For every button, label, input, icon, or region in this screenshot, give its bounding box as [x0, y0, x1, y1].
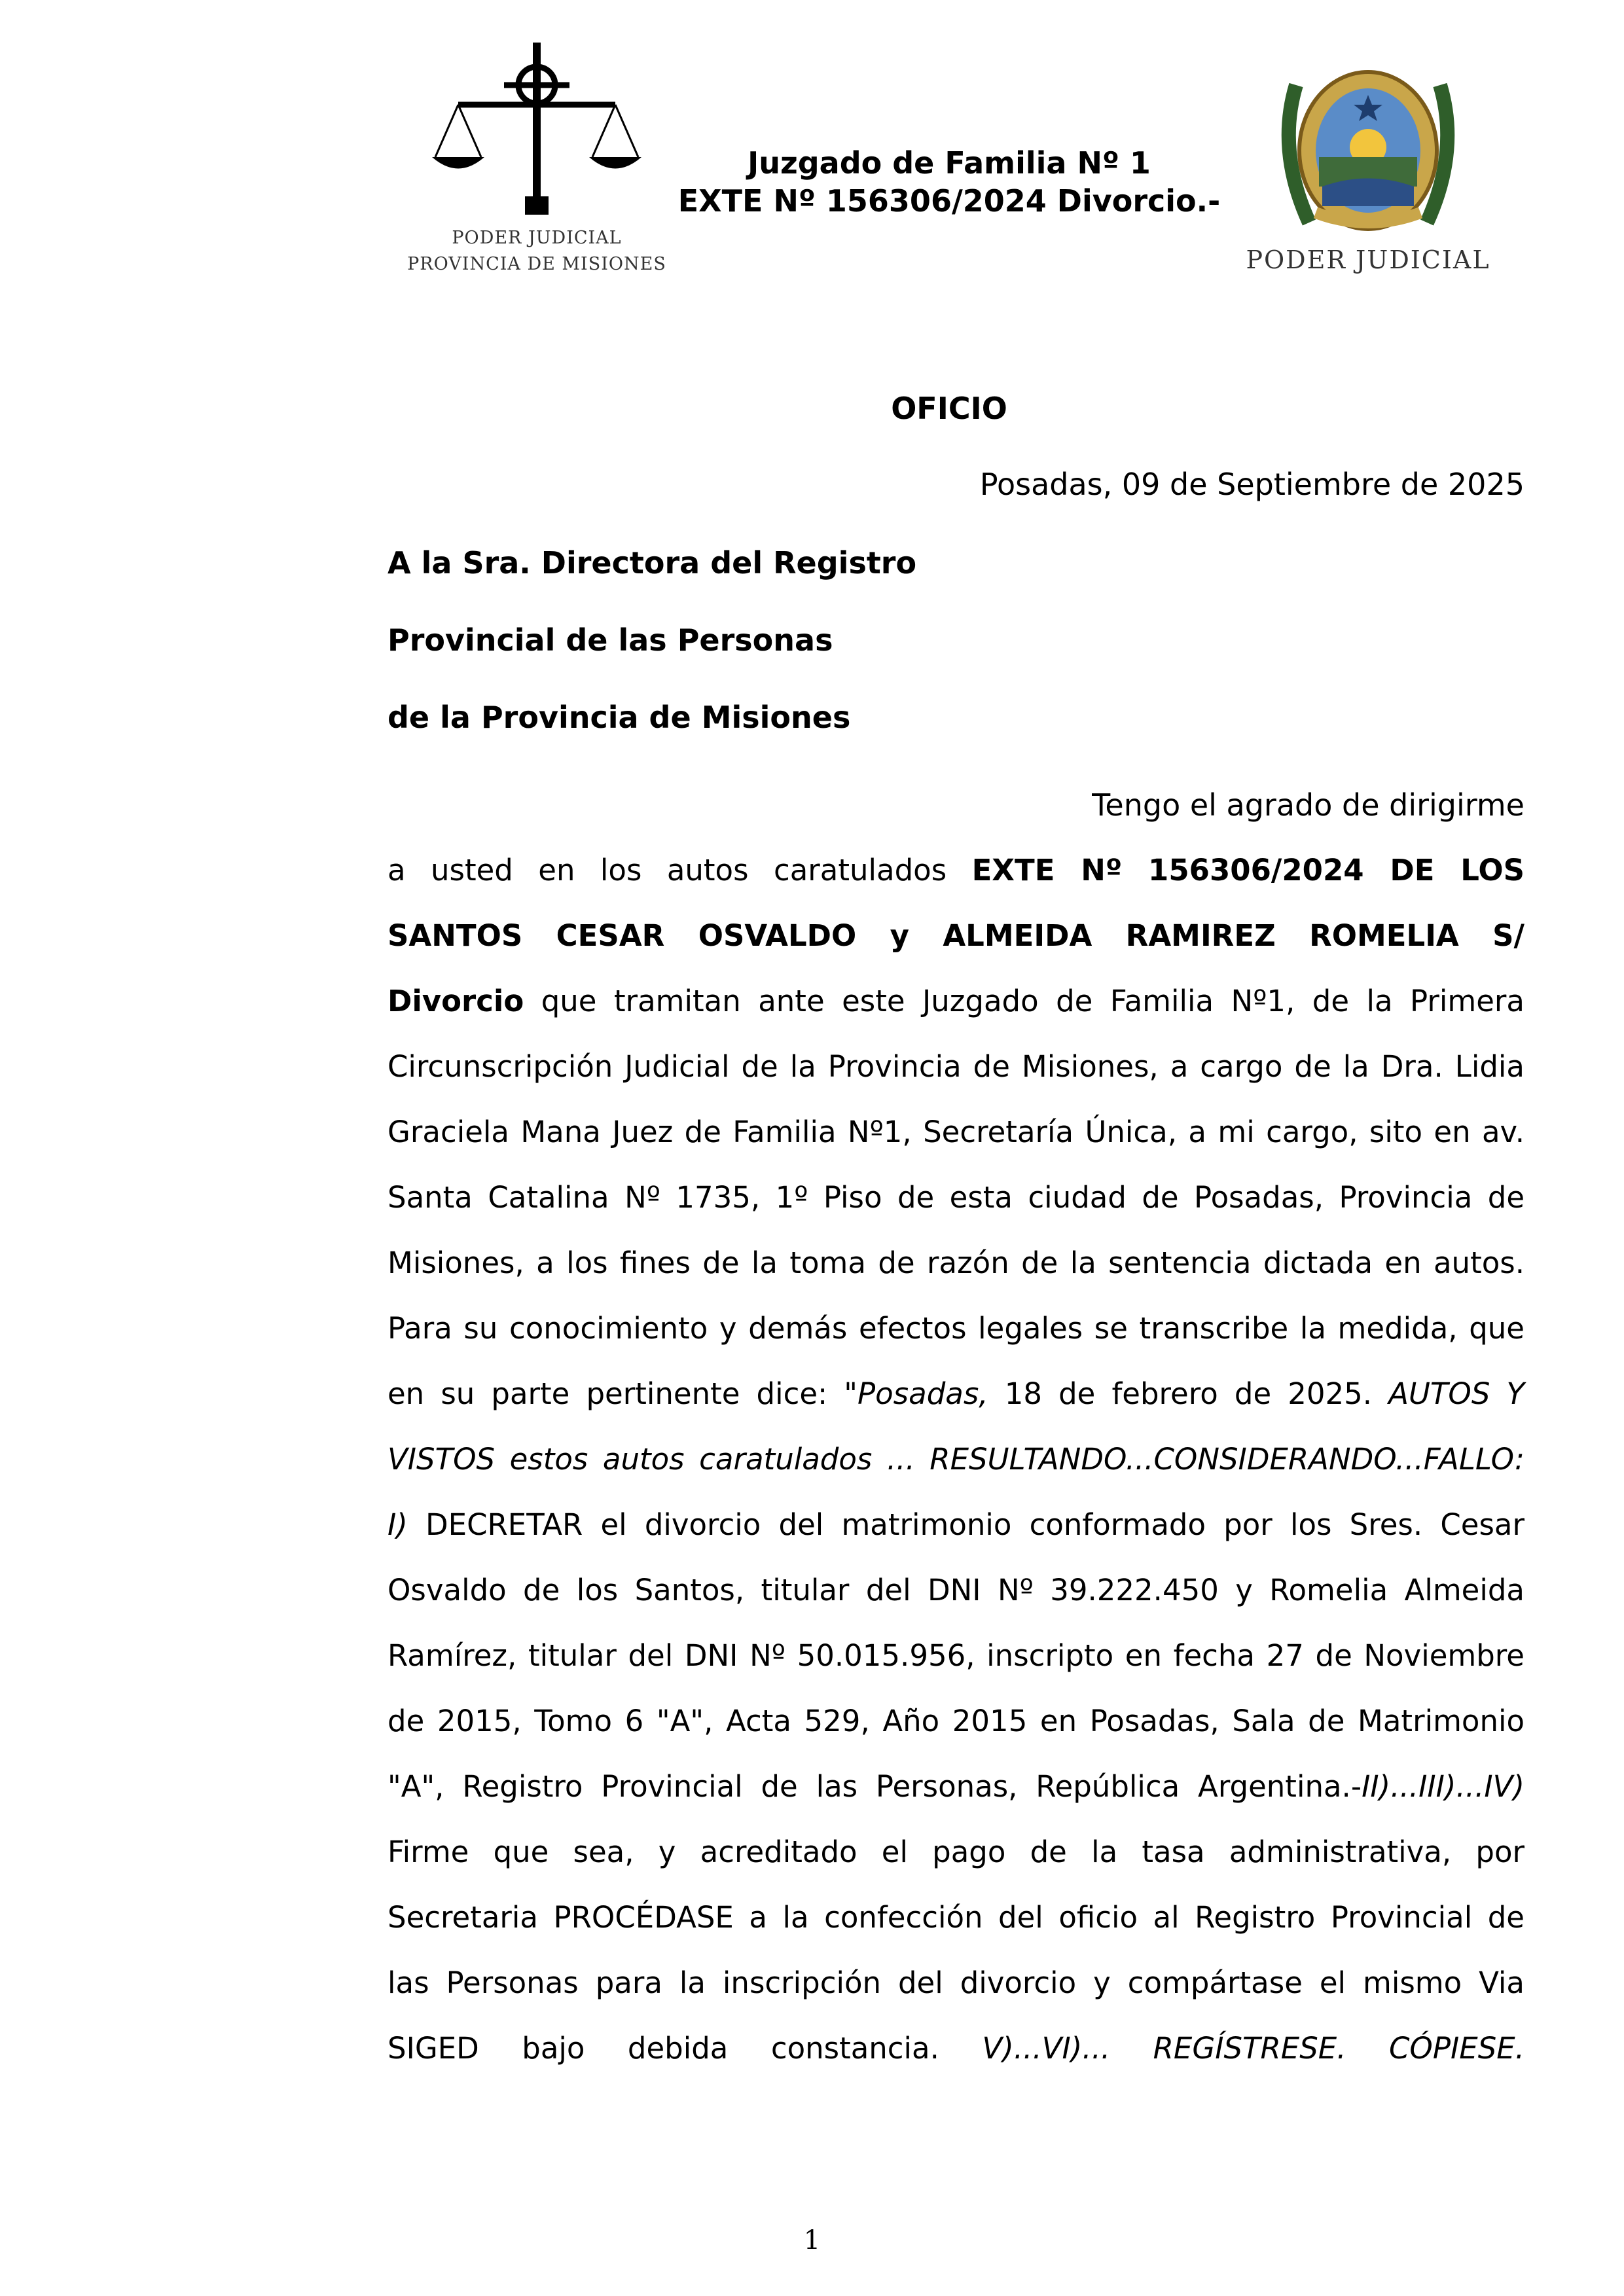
body-line [388, 983, 1525, 1049]
body-line [388, 918, 1525, 983]
quote-italic: AUTOS Y [1388, 1376, 1525, 1411]
body-line: las Personas para la inscripción del divorcio y compártase el mismo Via [388, 1965, 1525, 2000]
provincial-seal-icon [1270, 59, 1466, 236]
body-line [388, 1376, 1525, 1441]
case-title-bold: Divorcio [388, 984, 524, 1018]
scales-of-justice-icon [432, 39, 641, 223]
document-header [655, 144, 1244, 220]
body-line [388, 1441, 1525, 1507]
quote-italic: VISTOS estos autos caratulados ... RESULTANDO...CONSIDERANDO...FALLO: [388, 1442, 1525, 1477]
body-line [388, 2030, 1525, 2096]
body-line: Misiones, a los fines de la toma de razón de la sentencia dictada en autos. [388, 1246, 1525, 1280]
quote-italic: II)...III)...IV) [1362, 1769, 1525, 1804]
document-date: Posadas, 09 de Septiembre de 2025 [979, 467, 1525, 502]
quote-italic: V)...VI)... REGÍSTRESE. CÓPIESE. [982, 2031, 1525, 2066]
logo-left-caption-2: PROVINCIA DE MISIONES [407, 254, 666, 274]
addressee-block [388, 545, 916, 776]
body-text-run: en su parte pertinente dice: " [388, 1376, 858, 1411]
court-name: Juzgado de Familia Nº 1 [748, 145, 1151, 181]
addressee-line-2: Provincial de las Personas [388, 622, 833, 658]
logo-right-caption: PODER JUDICIAL [1246, 245, 1490, 274]
body-line [388, 1507, 1525, 1572]
body-line: Ramírez, titular del DNI Nº 50.015.956, inscripto en fecha 27 de Noviembre [388, 1638, 1525, 1673]
poder-judicial-logo-right [1231, 59, 1506, 281]
body-line [388, 852, 1525, 918]
page-number: 1 [803, 2225, 821, 2255]
quote-italic: Posadas, [857, 1376, 988, 1411]
greeting: Tengo el agrado de dirigirme [1092, 787, 1525, 823]
document-title: OFICIO [891, 391, 1007, 426]
body-line [388, 1768, 1525, 1834]
body-text-run: DECRETAR el divorcio del matrimonio conformado por los Sres. Cesar [407, 1507, 1525, 1542]
body-line: Osvaldo de los Santos, titular del DNI Nº 39.222.450 y Romelia Almeida [388, 1573, 1525, 1607]
body-text-run: a usted en los autos caratulados [388, 853, 972, 888]
body-line: de 2015, Tomo 6 "A", Acta 529, Año 2015 en Posadas, Sala de Matrimonio [388, 1704, 1525, 1738]
quote-italic: I) [388, 1507, 408, 1542]
body-text-run: que tramitan ante este Juzgado de Familia Nº1, de la Primera [524, 984, 1525, 1018]
addressee-line-3: de la Provincia de Misiones [388, 700, 851, 735]
poder-judicial-logo-left [393, 39, 681, 288]
logo-left-caption-1: PODER JUDICIAL [452, 228, 622, 248]
case-title-bold: SANTOS CESAR OSVALDO y ALMEIDA RAMIREZ ROMELIA S/ [388, 918, 1525, 953]
body-line: Secretaria PROCÉDASE a la confección del oficio al Registro Provincial de [388, 1900, 1525, 1935]
body-text-run: 18 de febrero de 2025. [988, 1376, 1389, 1411]
body-line: Santa Catalina Nº 1735, 1º Piso de esta ciudad de Posadas, Provincia de [388, 1180, 1525, 1215]
case-reference: EXTE Nº 156306/2024 Divorcio.- [677, 183, 1221, 219]
case-title-bold: EXTE Nº 156306/2024 DE LOS [971, 853, 1525, 888]
body-text-run: SIGED bajo debida constancia. [388, 2031, 983, 2066]
body-line: Circunscripción Judicial de la Provincia de Misiones, a cargo de la Dra. Lidia [388, 1049, 1525, 1084]
body-line: Firme que sea, y acreditado el pago de la tasa administrativa, por [388, 1835, 1525, 1869]
body-text-run: "A", Registro Provincial de las Personas, República Argentina.- [388, 1769, 1362, 1804]
body-text [388, 852, 1525, 2096]
body-line: Graciela Mana Juez de Familia Nº1, Secretaría Única, a mi cargo, sito en av. [388, 1115, 1525, 1149]
body-line: Para su conocimiento y demás efectos legales se transcribe la medida, que [388, 1311, 1525, 1346]
addressee-line-1: A la Sra. Directora del Registro [388, 545, 917, 581]
